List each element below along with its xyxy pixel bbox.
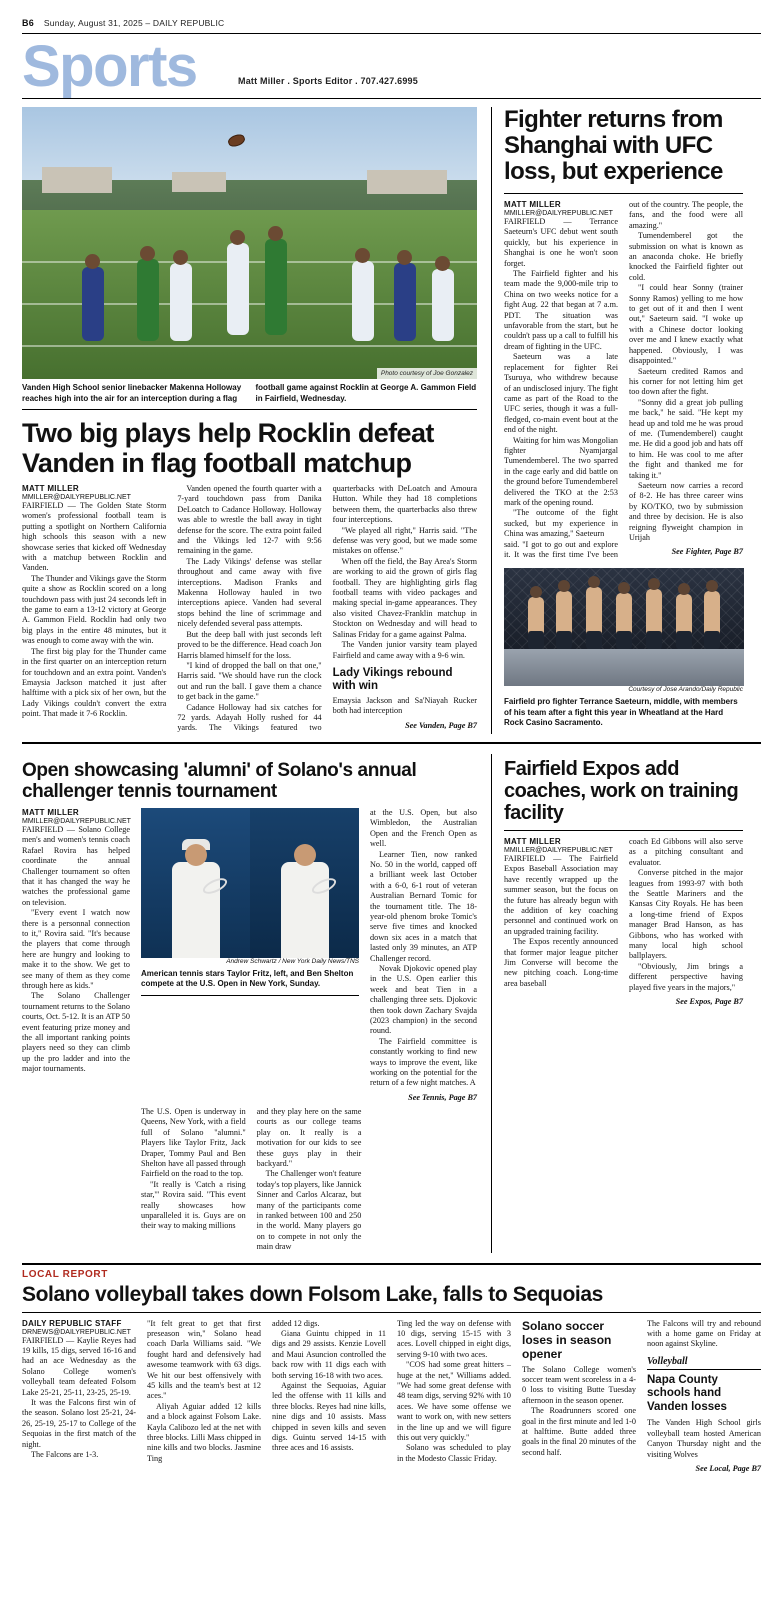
- player-white-4: [432, 269, 454, 341]
- fighter-figure-2: [556, 591, 572, 649]
- tennis-byline: MATT MILLER MMILLER@DAILYREPUBLIC.NET: [22, 807, 131, 825]
- expos-divider: [504, 830, 743, 831]
- paragraph: "Sonny did a great job pulling me back," he said. "He kept my head up and told me he was proud of me. (Tumendemberel) caught me. He did a good job and hats off to him. He was cool to me after the fight and thanked me for taking it.": [629, 397, 743, 480]
- local-report-section: [22, 1263, 761, 1473]
- section-editor-line: Matt Miller . Sports Editor . 707.427.6995: [238, 76, 418, 86]
- paragraph: The Expos recently announced that former major league pitcher Jim Converse will become the new pitching coach. Long-time area baseball: [504, 937, 618, 988]
- paragraph: FAIRFIELD — The Golden State Storm women's professional football team is putting a spotlight on Northern California high schools this season with a new showcase series that kicked off Wednesday with a matchup between Rocklin and Vanden.: [22, 501, 167, 573]
- expos-byline: MATT MILLER MMILLER@DAILYREPUBLIC.NET: [504, 837, 618, 854]
- paragraph: "It felt great to get that first preseason win," Solano head coach Darla Williams said. "We fought hard and defensively had awesome teamwork with 63 digs. We hit our best offensively with 45 kills and the team's best at 12 aces.": [147, 1318, 261, 1401]
- paragraph: "Every event I watch now there is a personnal connection to it," Rovira said. "It's because the players that come through here are hungry and looking to make it to the show. We get to see many of them as they come through here as kids.": [22, 908, 130, 990]
- expos-jump-line: See Expos, Page B7: [675, 997, 743, 1006]
- paragraph: "COS had some great hitters – huge at the net," Williams added. "We had some great defense with 48 team digs, serving 92% with 10 aces. We have some offense we want to work on, with new setters in the line up and we will figure this out very quickly.": [397, 1360, 511, 1443]
- tennis-col-2: [141, 1107, 246, 1253]
- player-white-3: [352, 261, 374, 341]
- paragraph: Aliyah Aguiar added 12 kills and a block against Folsom Lake. Kayla Calibozo led at the net with three blocks. Lilli Mass chipped in nine kills and two blocks. Jasmine Ting: [147, 1401, 261, 1463]
- paragraph: The first big play for the Thunder came in the first quarter on an interception return for touchdown and an extra point. Vanden's Emaysia Jackson matched it just after halftime with a pick six of her own, but the Lady Vikings couldn't convert the extra point. That made it 7-6 Rocklin.: [22, 646, 167, 719]
- paragraph: "It really is 'Catch a rising star,'" Rovira said. "This event really showcases how unparalleled it is. Guys are on their way to making millions: [141, 1179, 246, 1231]
- tennis-col-spacer: [372, 1107, 477, 1253]
- paragraph: Solano was scheduled to play in the Modesto Classic Friday.: [397, 1443, 511, 1463]
- paragraph: Saeteurn was a late replacement for fighter Rei Tsuruya, who withdrew because of an undisclosed injury. The fight came as part of the Road to the UFC series, though it was a full-fledged, co-main event bout at the end of the night.: [504, 352, 618, 435]
- paragraph: Emaysia Jackson and Sa'Niayah Rucker both had interception: [332, 695, 477, 716]
- tennis-col-3: [257, 1107, 362, 1253]
- tennis-photo-credit: Andrew Schwartz / New York Daily News/TNS: [226, 957, 359, 965]
- fighter-photo-credit: Courtesy of Jose Arando/Daily Republic: [628, 686, 743, 694]
- player-green-1: [137, 259, 159, 341]
- paragraph: The Thunder and Vikings gave the Storm quite a show as Rocklin scored on a long touchdown pass with just 24 seconds left in the game to earn a 13-12 victory at George A. Gammon Field. Rocklin had only two big plays in the entire 48 minutes, but it was enough to come away with the win.: [22, 573, 167, 646]
- folio-date: Sunday, August 31, 2025 – DAILY REPUBLIC: [43, 18, 225, 28]
- paragraph: It was the Falcons first win of the season. Solano lost 25-21, 24-26, 25-19, 25-17 to College of the Sequoias in the first match of the night.: [22, 1398, 136, 1449]
- local-col-5: [522, 1319, 636, 1473]
- paragraph: The Fairfield fighter and his team made the 9,000-mile trip to China on two weeks notice for a fight Aug. 22 that began at 7 a.m. PDT. The situation was unfavorable from the start, but he couldn't pass up a call to fulfill his dream of fighting in the UFC.: [504, 269, 618, 351]
- local-byline: DAILY REPUBLIC STAFF DRNEWS@DAILYREPUBLIC.NET: [22, 1319, 136, 1336]
- paragraph: and they play here on the same courts as our college teams play on. It really is a motivation for our kids to see these guys play in their backyard.": [256, 1106, 362, 1168]
- tennis-headline: Open showcasing 'alumni' of Solano's annual challenger tennis tournament: [22, 759, 417, 802]
- expos-story: [491, 754, 743, 1253]
- fighter-divider: [504, 193, 743, 194]
- tennis-byline-email: MMILLER@DAILYREPUBLIC.NET: [22, 817, 131, 825]
- paragraph: Novak Djokovic opened play in the U.S. Open earlier this week and beat Tien in a challenging three sets. Djokovic then took down Zachary Svajda (2023 champion) in the second round.: [370, 964, 477, 1036]
- local-jump-line: See Local, Page B7: [695, 1463, 761, 1473]
- fighter-figure-3: [586, 587, 602, 649]
- paragraph: FAIRFIELD — The Fairfield Expos Baseball Association may have recently wrapped up the summer season, but the focus on the future has already begun with the addition of key coaching personnel and continued work on an upgraded training facility.: [504, 853, 618, 936]
- top-area: [22, 107, 761, 734]
- tennis-photo-right: [250, 808, 359, 958]
- paragraph: The Challenger won't feature today's top players, like Jannick Sinner and Carlos Alcaraz, but many of the participants come in ranked between 100 and 250 in the world. Many players go on to compete in not only the main draw: [256, 1169, 362, 1252]
- tennis-photo-caption: American tennis stars Taylor Fritz, left, and Ben Shelton compete at the U.S. Open in New York, Sunday.: [141, 969, 359, 996]
- main-byline-email: MMILLER@DAILYREPUBLIC.NET: [22, 494, 131, 501]
- photo-mat: [504, 649, 744, 687]
- fighter-story: [491, 107, 743, 734]
- paragraph: The Solano College women's soccer team went scoreless in a 4-0 loss to visiting Butte Tuesday afternoon in the season opener.: [522, 1364, 636, 1405]
- fighter-figure-1: [528, 597, 544, 649]
- masthead: [22, 34, 761, 99]
- paragraph: Against the Sequoias, Aguiar led the offense with 11 kills and three blocks. Reyes had nine kills, nine digs and 10 assists. Mass chipped in seven kills and seven digs. Guintu served 14-15 with three aces and 16 assists.: [272, 1381, 386, 1453]
- fighter-figure-6: [676, 594, 692, 649]
- paragraph: When off the field, the Bay Area's Storm are working to aid the grown of girls flag football. They are highlighting girls flag football teams with video packages and making special in-game appearances. They also visited Chavez-Franklin matchup in Stockton on Wednesday and will head to Salinas Friday for a game against Palma.: [332, 556, 477, 639]
- paragraph: said. "I got to go out and explore it. It was the first time I've been out of the country. The people, the fans, and the food were all amazing.": [504, 200, 743, 559]
- paragraph: at the U.S. Open, but also Wimbledon, the Australian Open and the French Open as well.: [370, 807, 477, 849]
- paragraph: The Solano Challenger tournament returns to the Solano courts, Oct. 5-12. It is an ATP 50 event featuring prize money and the all important ranking points players need so they can climb up the pro ladder and into the major tournaments.: [22, 991, 130, 1074]
- main-subhead: Lady Vikings rebound with win: [332, 666, 453, 692]
- paragraph: The Vanden junior varsity team played Fairfield and came away with a 9-6 win.: [332, 640, 477, 660]
- napa-headline: Napa County schools hand Vanden losses: [647, 1373, 727, 1413]
- photo-building-mid: [172, 172, 226, 192]
- fighter-headline: Fighter returns from Shanghai with UFC loss, but experience: [504, 106, 723, 185]
- player-white-1: [170, 263, 192, 341]
- fighter-figure-7: [704, 591, 720, 649]
- paragraph: But the deep ball with just seconds left proved to be the difference. Head coach Jon Harris blamed himself for the loss.: [177, 629, 322, 660]
- paragraph: "I kind of dropped the ball on that one," Harris said. "We should have run the clock out and run the ball. I gave them a chance to get back in the game.": [177, 660, 322, 702]
- folio-page-number: B6: [22, 18, 34, 28]
- local-byline-email: DRNEWS@DAILYREPUBLIC.NET: [22, 1328, 131, 1336]
- paragraph: "I could hear Sonny (trainer Sonny Ramos) yelling to me how to get out of it and then I went out," Saeteurn said. "I woke up with a Chinese doctor looking over me and I knew exactly what happened. Obviously, I was disappointed.": [629, 283, 743, 366]
- player-green-2: [265, 239, 287, 335]
- player-white-2: [227, 243, 249, 335]
- tennis-jump-line: See Tennis, Page B7: [408, 1092, 477, 1102]
- expos-headline: Fairfield Expos add coaches, work on training facility: [504, 757, 739, 824]
- player-taylor-fritz: [172, 862, 220, 958]
- paragraph: Saeteurn now carries a record of 8-2. He has three career wins by KO/TKO, two by submission and three by decision. He is also reigning flyweight champion in Urijah: [629, 480, 743, 542]
- volleyball-kicker: Volleyball: [647, 1356, 761, 1370]
- main-byline: MATT MILLER MMILLER@DAILYREPUBLIC.NET: [22, 484, 166, 501]
- fighter-figure-4: [616, 593, 632, 649]
- paragraph: FAIRFIELD — Kaylie Reyes had 19 kills, 15 digs, served 16-16 and had an ace Wednesday as the Solano College women's volleyball team defeated Folsom Lake 25-21, 25-11, 23-25, 25-19.: [22, 1335, 136, 1397]
- mid-area: [22, 754, 761, 1253]
- fighter-columns: [504, 200, 743, 560]
- local-report-headline: Solano volleyball takes down Folsom Lake, falls to Sequoias: [22, 1282, 603, 1306]
- mid-section-divider: [22, 742, 761, 744]
- paragraph: The U.S. Open is underway in Queens, New York, with a field full of Solano "alumni." Players like Taylor Fritz, Jack Draper, Tommy Paul and Ben Shelton have all passed through Fairfield on the road to the top.: [141, 1106, 246, 1179]
- paragraph: Cadance Holloway had six catches for 72 yards. Adayah Holly rushed for 44 yards. The Vikings featured two quarterbacks with DeLoatch and Amoura Hutton. While they had 18 completions between them, the quarterbacks also threw four interceptions.: [177, 484, 477, 733]
- paragraph: FAIRFIELD — Solano College men's and women's tennis coach Rafael Rovira has helped coordinate the annual Challenger tournament so often that it has changed the way he watches the professional game on television.: [22, 824, 130, 907]
- tennis-right-block: [141, 808, 477, 1253]
- paragraph: The Falcons will try and rebound with a home game on Friday at noon against Skyline.: [647, 1318, 761, 1349]
- local-divider: [22, 1312, 761, 1313]
- paragraph: The Vanden High School girls volleyball team hosted American Canyon Thursday night and the visiting Wolves: [647, 1418, 761, 1459]
- paragraph: Saeteurn credited Ramos and his corner for not letting him get too down after the fight.: [629, 366, 743, 397]
- tennis-story: [22, 754, 477, 1253]
- paragraph: Ting led the way on defense with 10 digs, serving 15-15 with 3 aces. Lovell chipped in eight digs, serving 9-10 with two aces.: [397, 1318, 511, 1359]
- paragraph: Vanden opened the fourth quarter with a 7-yard touchdown pass from Danika DeLoatch to Cadance Holloway. Holloway was able to wrestle the ball away in tight defense for the score. The extra point failed and the Vikings led 12-7 with 9:56 remaining in the game.: [177, 484, 322, 556]
- local-col-4: [397, 1319, 511, 1473]
- fighter-byline: MATT MILLER MMILLER@DAILYREPUBLIC.NET: [504, 200, 618, 217]
- section-title: Sports: [22, 34, 197, 99]
- main-headline: Two big plays help Rocklin defeat Vanden in flag football matchup: [22, 418, 434, 478]
- fighter-figure-5: [646, 589, 662, 649]
- paragraph: The Roadrunners scored one goal in the first minute and led 1-0 at halftime. Butte added three goals in the final 20 minutes of the second half.: [522, 1406, 636, 1457]
- paragraph: Converse pitched in the major leagues from 1993-97 with both the Seattle Mariners and the Kansas City Royals. He has been a long-time friend of Expos manager Brad Hanson, as has Gibbons, who has worked with many local high school ballplayers.: [629, 868, 743, 961]
- local-col-2: [147, 1319, 261, 1473]
- expos-byline-email: MMILLER@DAILYREPUBLIC.NET: [504, 846, 613, 854]
- paragraph: The Fairfield committee is constantly working to find new ways to improve the event, like working on the potential for the return of a few night matches. A: [370, 1036, 477, 1088]
- player-ben-shelton: [281, 862, 329, 958]
- paragraph: The Lady Vikings' defense was stellar throughout and came away with five interceptions. Madison Franks and Makenna Holloway hauled in two interceptions apiece. Vanden had several stops behind the line of scrimmage and nicely defended several pass attempts.: [177, 556, 322, 629]
- fighter-byline-email: MMILLER@DAILYREPUBLIC.NET: [504, 210, 613, 217]
- photo-caption: Vanden High School senior linebacker Makenna Holloway reaches high into the air for an interception during a flag football game against Rocklin at George A. Gammon Field in Fairfield, Wednesday.: [22, 383, 477, 410]
- tennis-photo-left: [141, 808, 250, 958]
- photo-building-right: [367, 170, 447, 194]
- expos-columns: [504, 837, 743, 1006]
- photo-credit: Photo courtesy of Joe Gonzalez: [377, 368, 477, 379]
- tennis-col-4: [370, 808, 477, 1102]
- local-col-3: [272, 1319, 386, 1473]
- fighter-photo-caption: Fairfield pro fighter Terrance Saeteurn, middle, with members of his team after a fight this year in Wheatland at the Hard Rock Casino Sacramento.: [504, 697, 738, 728]
- local-col-6: [647, 1319, 761, 1473]
- paragraph: The Falcons are 1-3.: [31, 1450, 99, 1460]
- paragraph: Tumendemberel got the submission on what is known as an anaconda choke. He briefly knocked the Fairfield fighter out cold.: [629, 231, 743, 282]
- fighter-jump-line: See Fighter, Page B7: [671, 547, 743, 557]
- paragraph: coach Ed Gibbons will also serve as a pitching consultant and evaluator.: [629, 836, 743, 867]
- paragraph: "We played all right," Harris said. "The defense was very good, but we made some mistakes on offense.": [332, 525, 477, 556]
- paragraph: "The outcome of the fight sucked, but my experience in China was amazing," Saeteurn: [504, 508, 618, 539]
- main-jump-line: See Vanden, Page B7: [405, 720, 477, 730]
- paragraph: added 12 digs.: [272, 1318, 320, 1328]
- soccer-headline: Solano soccer loses in season opener: [522, 1318, 612, 1361]
- tennis-col-1: [22, 808, 130, 1253]
- player-blue-2: [394, 263, 416, 341]
- folio: [22, 18, 761, 28]
- main-story: [22, 107, 477, 734]
- paragraph: Learner Tien, now ranked No. 50 in the world, capped off a brilliant week last October with a 6-0, 6-1 rout of veteran Australian Bernard Tomic for the tournament title. The 18-year-old phenom broke Tomic's serve five times and knocked down six aces in a match that lasted only 39 minutes, an ATP Challenger record.: [370, 849, 477, 963]
- tennis-photo: [141, 808, 359, 958]
- paragraph: Giana Guintu chipped in 11 digs and 29 assists. Kenzie Lovell and Maui Asuncion controlled the back row with 11 digs each with both serving 16-18 with two aces.: [272, 1328, 386, 1380]
- local-report-label: LOCAL REPORT: [22, 1268, 108, 1280]
- tennis-photo-block: [141, 808, 359, 1102]
- paragraph: FAIRFIELD — Terrance Saeteurn's UFC debut went south quickly, but his experience in Shanghai is one he won't soon forget.: [504, 217, 618, 268]
- photo-building-left: [42, 167, 112, 193]
- paragraph: Waiting for him was Mongolian fighter Nyamjargal Tumendemberel. The two sparred in the cage early and did battle on the ground before Tumendemberel delivered the TKO at the 2:53 mark of the opening round.: [504, 435, 618, 507]
- fighter-photo: [504, 568, 744, 686]
- player-blue-1: [82, 267, 104, 341]
- local-col-1: [22, 1319, 136, 1473]
- paragraph: "Obviously, Jim brings a different perspective having played five years in the majors,": [629, 961, 743, 992]
- main-story-columns: [22, 484, 477, 734]
- flag-football-photo: [22, 107, 477, 379]
